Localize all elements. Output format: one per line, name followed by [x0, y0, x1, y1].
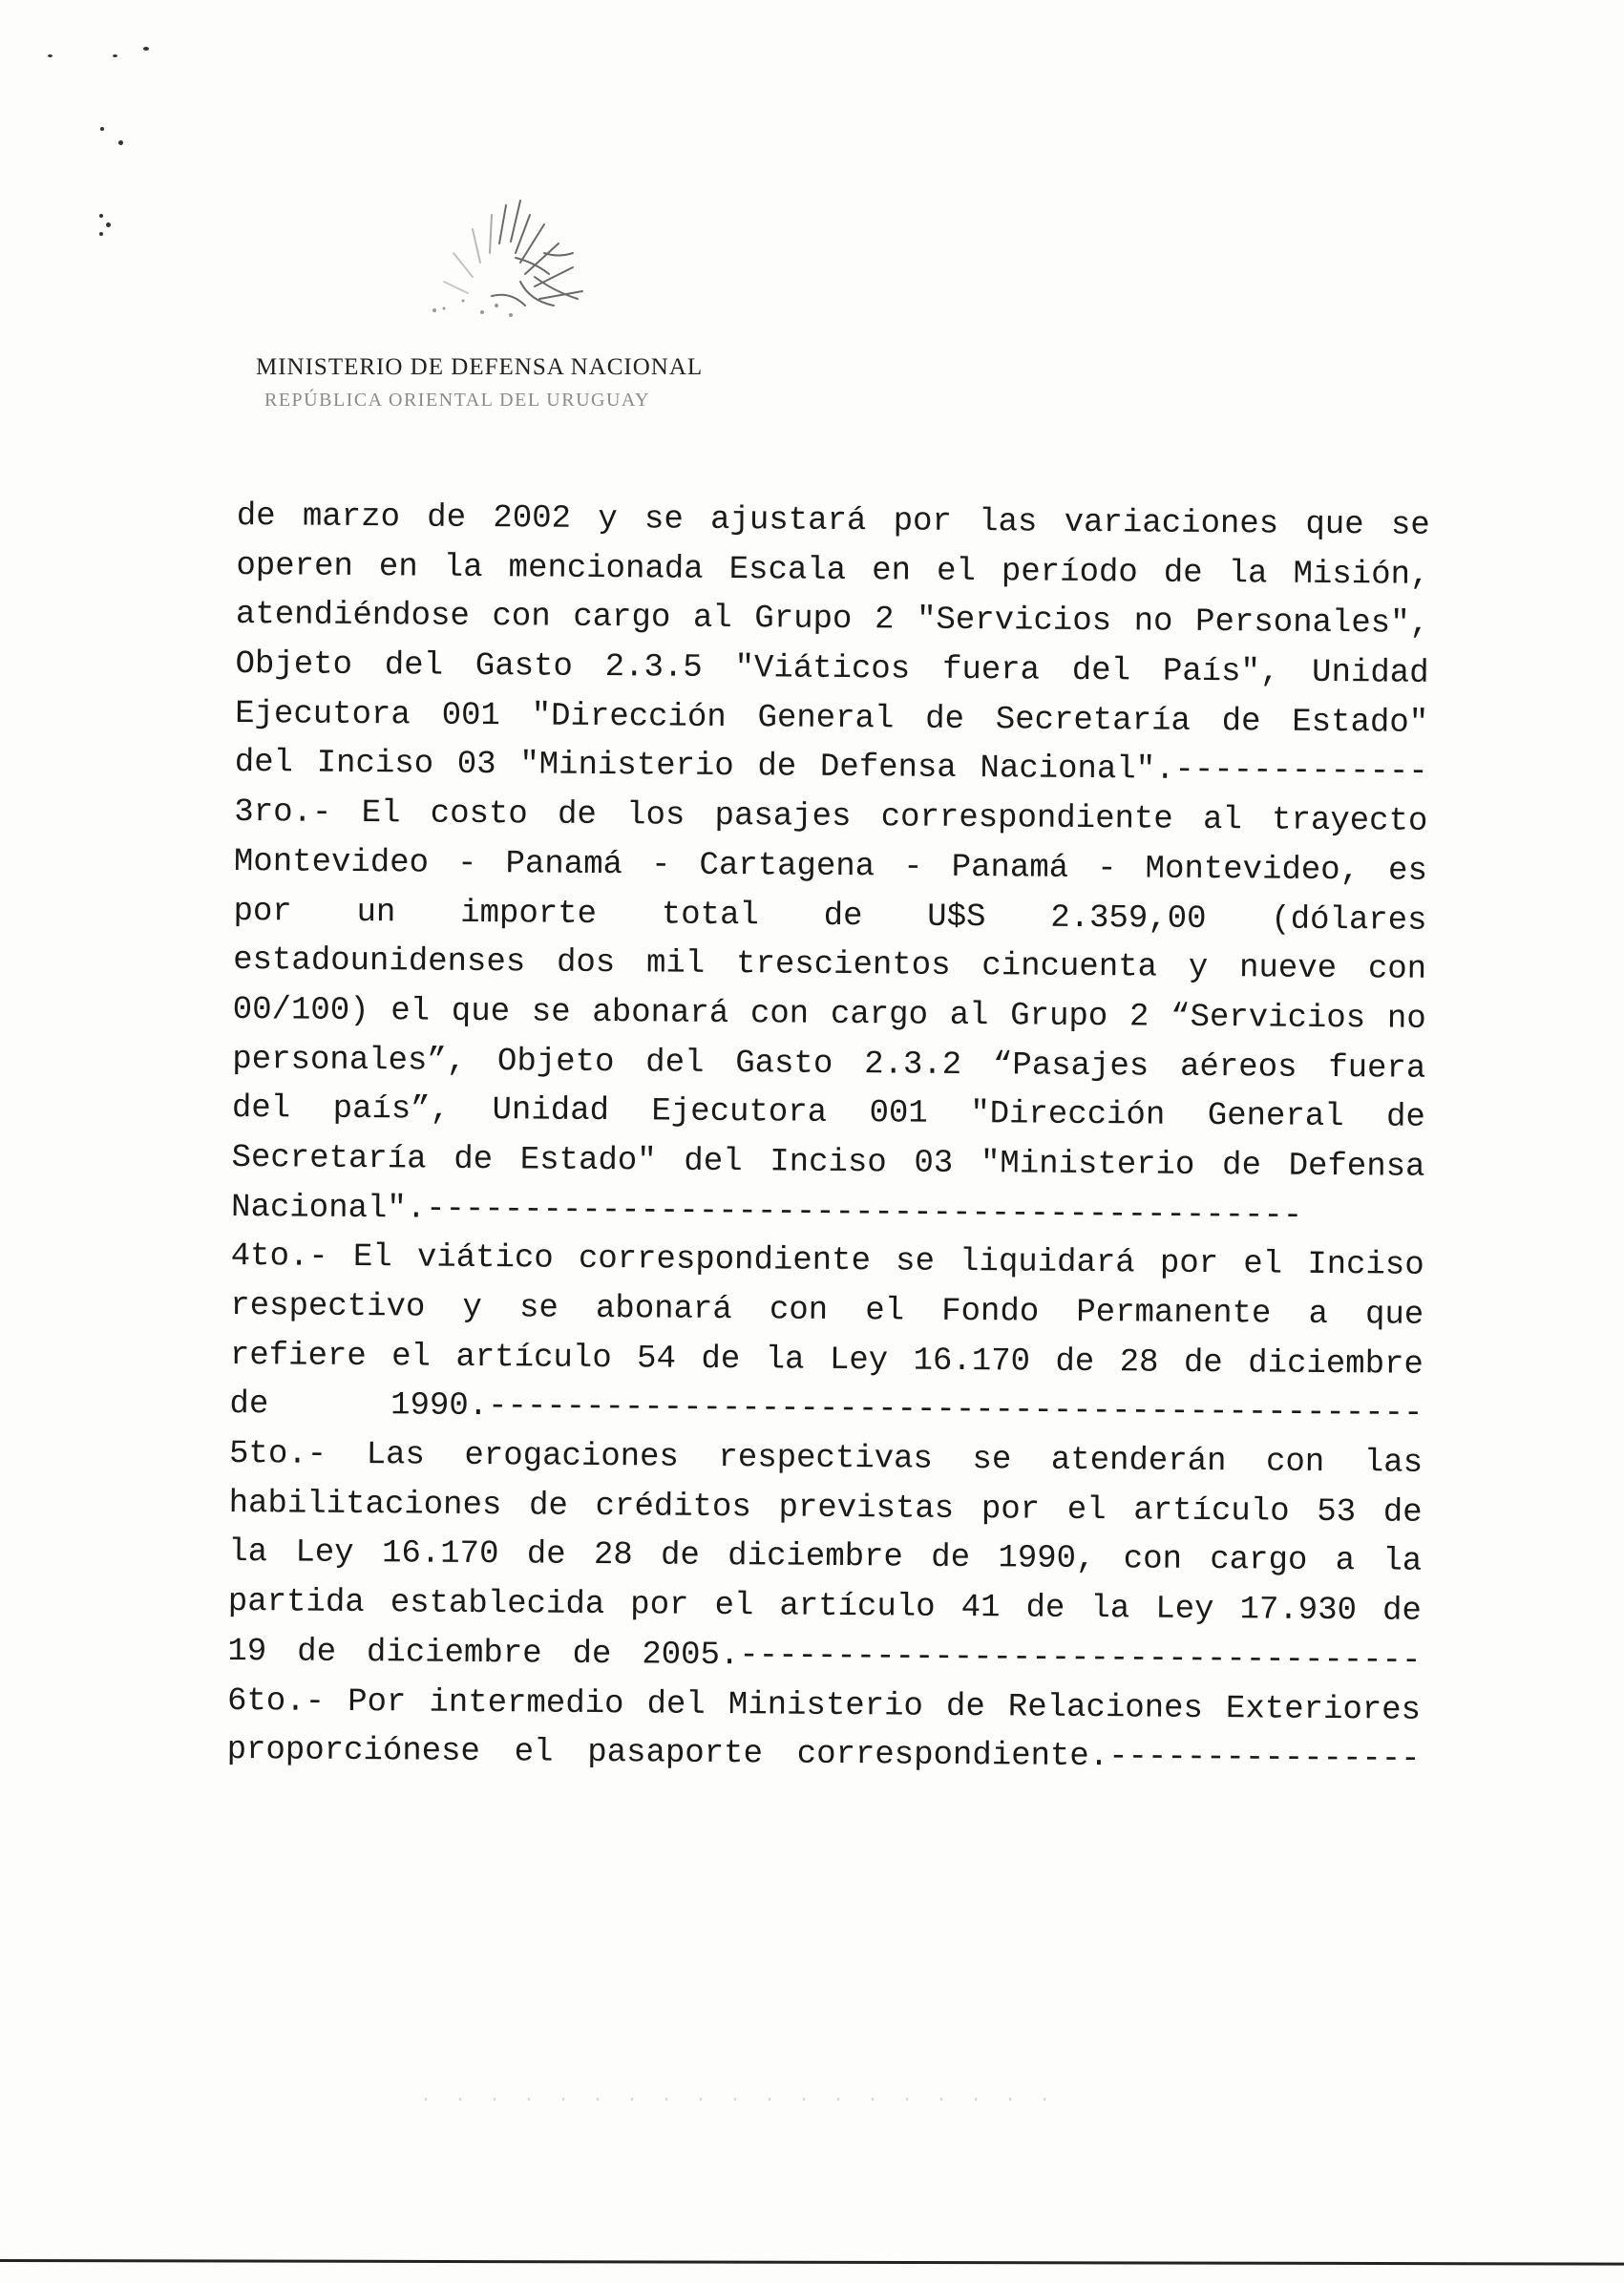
bottom-rule	[0, 2259, 1624, 2266]
text-line: Montevideo - Panamá - Cartagena - Panamá - Montevideo, es	[233, 843, 1428, 890]
scan-speck	[100, 127, 104, 131]
scan-speck	[99, 214, 103, 218]
document-body	[226, 493, 1430, 1834]
ministry-name: MINISTERIO DE DEFENSA NACIONAL	[256, 354, 704, 380]
text-line: proporciónese el pasaporte correspondiente.----------------	[226, 1732, 1421, 1778]
text-line: atendiéndose con cargo al Grupo 2 "Servicios no Personales",	[235, 597, 1430, 644]
text-line: Secretaría de Estado" del Inciso 03 "Ministerio de Defensa	[231, 1139, 1425, 1186]
text-line: del Inciso 03 "Ministerio de Defensa Nacional".-------------	[234, 745, 1428, 792]
text-line: 5to.- Las erogaciones respectivas se atenderán con las	[228, 1436, 1424, 1482]
sun-emblem-icon	[377, 186, 616, 329]
text-line: 4to.- El viático correspondiente se liquidará por el Inciso	[230, 1238, 1424, 1285]
scan-speck	[143, 47, 149, 51]
text-line: partida establecida por el artículo 41 de la Ley 17.930 de	[227, 1584, 1422, 1630]
scan-speck	[106, 222, 111, 227]
text-line: 00/100) el que se abonará con cargo al Grupo 2 “Servicios no	[232, 991, 1426, 1038]
country-name: REPÚBLICA ORIENTAL DEL URUGUAY	[264, 390, 650, 411]
text-line: 6to.- Por intermedio del Ministerio de Relaciones Exteriores	[226, 1682, 1422, 1729]
text-line: habilitaciones de créditos previstas por el artículo 53 de	[228, 1485, 1423, 1532]
text-line: estadounidenses dos mil trescientos cincuenta y nueve con	[233, 942, 1427, 988]
scan-speck	[48, 54, 53, 57]
text-line: 19 de diciembre de 2005.-----------------------------------	[227, 1633, 1422, 1680]
text-line: del país”, Unidad Ejecutora 001 "Dirección General de	[231, 1090, 1426, 1137]
text-line: de 1990.------------------------------------------------	[229, 1386, 1424, 1433]
text-line: por un importe total de U$S 2.359,00 (dólares	[233, 893, 1427, 940]
text-line	[226, 1776, 1420, 1835]
text-line: Nacional".---------------------------------------------	[230, 1189, 1303, 1235]
text-line: Ejecutora 001 "Dirección General de Secretaría de Estado"	[235, 695, 1429, 742]
scan-speck	[99, 232, 103, 236]
text-line: refiere el artículo 54 de la Ley 16.170 de 28 de diciembre	[229, 1337, 1424, 1384]
scan-speck	[113, 54, 117, 57]
text-line: personales”, Objeto del Gasto 2.3.2 “Pasajes aéreos fuera	[232, 1041, 1426, 1088]
text-line: 3ro.- El costo de los pasajes correspondiente al trayecto	[234, 794, 1428, 840]
text-line: respectivo y se abonará con el Fondo Permanente a que	[230, 1287, 1424, 1334]
faint-bleed-through: · · · · · · · · · · · · · · · · · · ·	[420, 2089, 1057, 2111]
text-line: Objeto del Gasto 2.3.5 "Viáticos fuera del País", Unidad	[235, 646, 1429, 692]
text-line: la Ley 16.170 de 28 de diciembre de 1990, con cargo a la	[228, 1534, 1423, 1581]
text-line: operen en la mencionada Escala en el período de la Misión,	[236, 547, 1430, 594]
text-line: de marzo de 2002 y se ajustará por las variaciones que se	[236, 497, 1430, 544]
scan-speck	[118, 140, 123, 145]
